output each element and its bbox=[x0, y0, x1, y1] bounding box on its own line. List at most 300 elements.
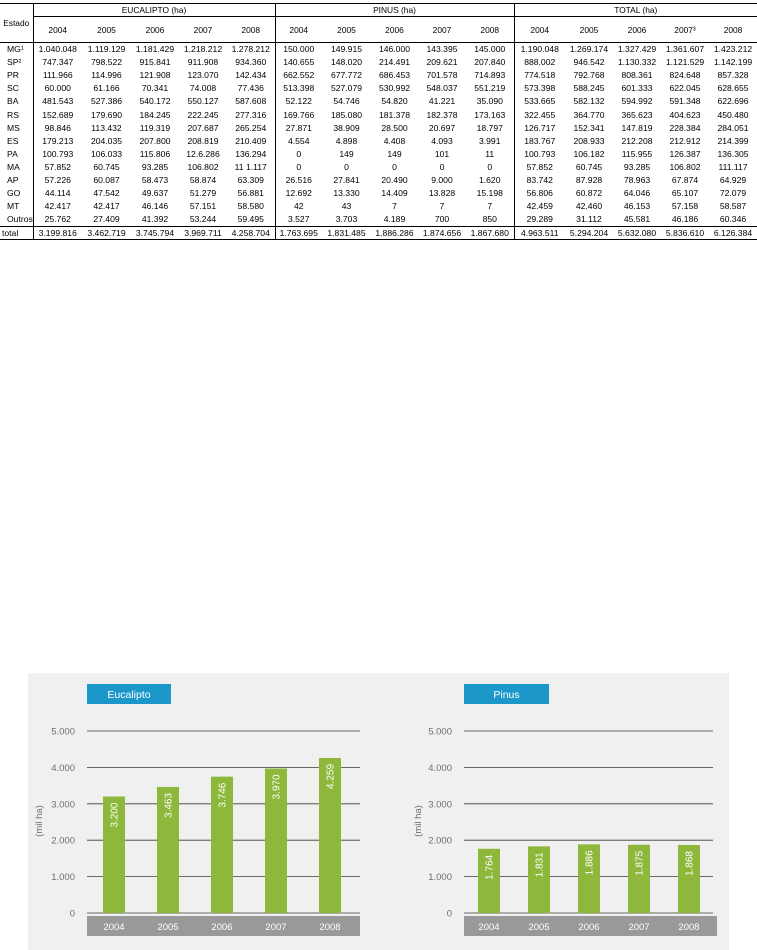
table-row bbox=[0, 82, 757, 95]
x-category-label: 2004 bbox=[478, 922, 500, 933]
table-row bbox=[0, 95, 757, 108]
value-cell: 20.697 bbox=[428, 122, 456, 133]
y-tick-label: 5.000 bbox=[428, 726, 452, 738]
value-cell: 4.189 bbox=[383, 214, 406, 225]
value-cell: 152.341 bbox=[573, 122, 605, 133]
value-cell: 934.360 bbox=[235, 57, 267, 68]
value-cell: 5.294.204 bbox=[565, 227, 613, 240]
bar-value-label: 1.868 bbox=[684, 851, 696, 877]
value-cell: 946.542 bbox=[573, 57, 605, 68]
value-cell: 126.717 bbox=[514, 121, 565, 134]
value-cell: 888.002 bbox=[514, 56, 565, 69]
year-header: 2006 bbox=[131, 17, 179, 43]
state-cell: MA bbox=[7, 161, 20, 172]
value-cell: 106.802 bbox=[669, 161, 701, 172]
value-cell: 60.872 bbox=[575, 188, 603, 199]
value-cell: 111.117 bbox=[718, 161, 748, 172]
value-cell: 72.079 bbox=[719, 188, 747, 199]
table-row bbox=[0, 108, 757, 121]
value-cell: 65.107 bbox=[671, 188, 699, 199]
value-cell: 3.991 bbox=[478, 135, 501, 146]
year-header: 2004 bbox=[33, 17, 82, 43]
value-cell: 588.245 bbox=[573, 83, 605, 94]
table-row bbox=[0, 134, 757, 147]
value-cell: 3.969.711 bbox=[179, 227, 227, 240]
year-header: 2006 bbox=[613, 17, 661, 43]
value-cell: 1.119.129 bbox=[87, 44, 126, 55]
value-cell: 169.766 bbox=[275, 108, 322, 121]
state-cell: AP bbox=[7, 174, 19, 185]
value-cell: 1.620 bbox=[478, 174, 501, 185]
value-cell: 115.806 bbox=[139, 148, 171, 159]
y-tick-label: 4.000 bbox=[428, 762, 452, 774]
value-cell: 185.080 bbox=[330, 109, 363, 120]
year-header: 2007 bbox=[179, 17, 227, 43]
table-row bbox=[0, 160, 757, 173]
value-cell: 677.772 bbox=[330, 70, 363, 81]
value-cell: 52.122 bbox=[275, 95, 322, 108]
year-header: 2005 bbox=[82, 17, 131, 43]
x-category-label: 2005 bbox=[528, 922, 550, 933]
value-cell: 701.578 bbox=[426, 70, 458, 81]
value-cell: 513.398 bbox=[275, 82, 322, 95]
value-cell: 142.434 bbox=[235, 70, 267, 81]
value-cell: 4.963.511 bbox=[514, 227, 565, 240]
state-cell: PR bbox=[7, 70, 19, 81]
bar-value-label: 3.200 bbox=[109, 802, 121, 828]
value-cell: 149 bbox=[339, 148, 354, 159]
value-cell: 14.409 bbox=[381, 188, 408, 199]
value-cell: 1.361.607 bbox=[665, 44, 705, 55]
value-cell: 183.767 bbox=[514, 134, 565, 147]
value-cell: 1.040.048 bbox=[33, 43, 82, 56]
state-cell: Outros bbox=[7, 214, 33, 225]
table-row bbox=[0, 147, 757, 160]
value-cell: 540.172 bbox=[139, 96, 171, 107]
value-cell: 4.554 bbox=[275, 134, 322, 147]
value-cell: 25.762 bbox=[33, 213, 82, 227]
y-tick-label: 3.000 bbox=[428, 799, 452, 811]
value-cell: 1.142.199 bbox=[713, 57, 753, 68]
value-cell: 140.655 bbox=[275, 56, 322, 69]
y-tick-label: 2.000 bbox=[51, 835, 75, 847]
bar-value-label: 3.746 bbox=[217, 782, 229, 808]
state-cell: BA bbox=[7, 96, 19, 107]
value-cell: 87.928 bbox=[575, 174, 603, 185]
table-row bbox=[0, 187, 757, 200]
value-cell: 58.587 bbox=[719, 201, 747, 212]
value-cell: 1.886.286 bbox=[371, 227, 418, 240]
value-cell: 601.333 bbox=[621, 83, 653, 94]
value-cell: 136.305 bbox=[717, 148, 749, 159]
value-cell: 5.836.610 bbox=[661, 227, 709, 240]
value-cell: 209.621 bbox=[426, 57, 458, 68]
x-category-label: 2005 bbox=[157, 922, 179, 933]
value-cell: 41.221 bbox=[428, 96, 456, 107]
value-cell: 43 bbox=[341, 201, 352, 212]
value-cell: 850 bbox=[482, 214, 497, 225]
state-column-header: Estado bbox=[0, 4, 33, 43]
value-cell: 3.703 bbox=[335, 214, 358, 225]
value-cell: 1.423.212 bbox=[713, 44, 753, 55]
state-cell: SC bbox=[7, 83, 19, 94]
value-cell: 93.285 bbox=[623, 161, 651, 172]
value-cell: 662.552 bbox=[275, 69, 322, 82]
y-tick-label: 0 bbox=[446, 908, 452, 920]
value-cell: 58.874 bbox=[189, 174, 217, 185]
charts-panel bbox=[28, 673, 729, 950]
value-cell: 210.409 bbox=[235, 135, 267, 146]
value-cell: 4.898 bbox=[335, 135, 358, 146]
value-cell: 56.806 bbox=[514, 187, 565, 200]
bar-value-label: 1.886 bbox=[584, 850, 596, 876]
x-category-label: 2007 bbox=[265, 922, 287, 933]
year-header: 2005 bbox=[565, 17, 613, 43]
y-tick-label: 1.000 bbox=[428, 872, 452, 884]
x-category-label: 2008 bbox=[319, 922, 341, 933]
value-cell: 12.6.286 bbox=[186, 148, 220, 159]
value-cell: 214.491 bbox=[378, 57, 411, 68]
value-cell: 58.580 bbox=[237, 201, 264, 212]
value-cell: 365.623 bbox=[621, 109, 653, 120]
value-cell: 184.245 bbox=[139, 109, 171, 120]
pinus-group-header: PINUS (ha) bbox=[275, 4, 514, 17]
y-axis-title: (mil ha) bbox=[413, 805, 424, 837]
value-cell: 179.213 bbox=[33, 134, 82, 147]
x-category-label: 2008 bbox=[678, 922, 700, 933]
value-cell: 277.316 bbox=[235, 109, 267, 120]
value-cell: 149.915 bbox=[330, 44, 363, 55]
value-cell: 7 bbox=[439, 201, 445, 212]
value-cell: 1.218.212 bbox=[183, 44, 223, 55]
value-cell: 47.542 bbox=[93, 188, 120, 199]
value-cell: 93.285 bbox=[141, 161, 169, 172]
value-cell: 207.840 bbox=[474, 57, 506, 68]
value-cell: 548.037 bbox=[426, 83, 458, 94]
value-cell: 550.127 bbox=[187, 96, 219, 107]
y-tick-label: 0 bbox=[69, 908, 75, 920]
year-header: 2004 bbox=[275, 17, 322, 43]
value-cell: 591.348 bbox=[669, 96, 701, 107]
value-cell: 3.199.816 bbox=[33, 227, 82, 240]
value-cell: 808.361 bbox=[621, 70, 653, 81]
value-cell: 28.500 bbox=[381, 122, 408, 133]
value-cell: 622.045 bbox=[669, 83, 701, 94]
value-cell: 61.166 bbox=[93, 83, 120, 94]
state-cell: MS bbox=[7, 122, 20, 133]
value-cell: 1.121.529 bbox=[665, 57, 705, 68]
value-cell: 27.409 bbox=[93, 214, 120, 225]
value-cell: 1.190.048 bbox=[514, 43, 565, 56]
value-cell: 13.828 bbox=[428, 188, 456, 199]
value-cell: 0 bbox=[439, 161, 445, 172]
year-header: 2008 bbox=[227, 17, 275, 43]
value-cell: 212.208 bbox=[621, 135, 653, 146]
value-cell: 60.745 bbox=[93, 161, 120, 172]
value-cell: 208.933 bbox=[573, 135, 605, 146]
y-tick-label: 3.000 bbox=[51, 799, 75, 811]
value-cell: 115.955 bbox=[621, 148, 653, 159]
value-cell: 1.269.174 bbox=[569, 44, 609, 55]
value-cell: 42.460 bbox=[575, 201, 603, 212]
value-cell: 0 bbox=[275, 160, 322, 173]
y-tick-label: 5.000 bbox=[51, 726, 75, 738]
pinus-chart-title: Pinus bbox=[493, 689, 520, 701]
value-cell: 57.158 bbox=[671, 201, 699, 212]
value-cell: 26.516 bbox=[275, 173, 322, 186]
value-cell: 51.279 bbox=[189, 188, 217, 199]
value-cell: 126.387 bbox=[669, 148, 701, 159]
value-cell: 4.258.704 bbox=[227, 227, 275, 240]
value-cell: 265.254 bbox=[235, 122, 267, 133]
table-row bbox=[0, 121, 757, 134]
value-cell: 1.327.429 bbox=[617, 44, 657, 55]
value-cell: 27.841 bbox=[333, 174, 360, 185]
value-cell: 622.696 bbox=[717, 96, 749, 107]
value-cell: 59.495 bbox=[237, 214, 264, 225]
value-cell: 179.690 bbox=[90, 109, 123, 120]
value-cell: 123.070 bbox=[187, 70, 219, 81]
value-cell: 212.912 bbox=[669, 135, 701, 146]
value-cell: 774.518 bbox=[514, 69, 565, 82]
year-header: 2008 bbox=[466, 17, 514, 43]
value-cell: 114.996 bbox=[91, 70, 122, 81]
value-cell: 42.417 bbox=[33, 200, 82, 213]
bar-value-label: 1.875 bbox=[634, 850, 646, 876]
value-cell: 27.871 bbox=[275, 121, 322, 134]
value-cell: 714.893 bbox=[474, 70, 506, 81]
value-cell: 1.278.212 bbox=[231, 44, 270, 55]
value-cell: 3.462.719 bbox=[82, 227, 131, 240]
year-header: 2007³ bbox=[661, 17, 709, 43]
value-cell: 450.480 bbox=[717, 109, 749, 120]
year-header-row bbox=[0, 17, 757, 43]
value-cell: 41.392 bbox=[141, 214, 169, 225]
value-cell: 20.490 bbox=[381, 174, 408, 185]
value-cell: 747.347 bbox=[33, 56, 82, 69]
value-cell: 0 bbox=[275, 147, 322, 160]
value-cell: 364.770 bbox=[573, 109, 605, 120]
value-cell: 5.632.080 bbox=[613, 227, 661, 240]
value-cell: 857.328 bbox=[717, 70, 749, 81]
value-cell: 573.398 bbox=[514, 82, 565, 95]
value-cell: 594.992 bbox=[621, 96, 653, 107]
value-cell: 527.079 bbox=[330, 83, 363, 94]
value-cell: 98.846 bbox=[33, 121, 82, 134]
value-cell: 481.543 bbox=[33, 95, 82, 108]
value-cell: 46.146 bbox=[141, 201, 169, 212]
value-cell: 63.309 bbox=[237, 174, 264, 185]
bar-value-label: 3.970 bbox=[271, 774, 283, 800]
value-cell: 7 bbox=[392, 201, 397, 212]
value-cell: 11 bbox=[485, 148, 495, 159]
state-cell: RS bbox=[7, 109, 19, 120]
value-cell: 533.665 bbox=[514, 95, 565, 108]
value-cell: 54.820 bbox=[381, 96, 408, 107]
plantation-area-table bbox=[0, 3, 757, 240]
value-cell: 527.386 bbox=[90, 96, 123, 107]
value-cell: 100.793 bbox=[33, 147, 82, 160]
value-cell: 4.408 bbox=[383, 135, 406, 146]
value-cell: 11 1.117 bbox=[234, 161, 267, 172]
bar-value-label: 4.259 bbox=[325, 763, 337, 790]
value-cell: 12.692 bbox=[275, 187, 322, 200]
x-category-label: 2006 bbox=[211, 922, 233, 933]
value-cell: 792.768 bbox=[573, 70, 605, 81]
state-cell: MT bbox=[7, 201, 20, 212]
value-cell: 143.395 bbox=[426, 44, 458, 55]
y-axis-title: (mil ha) bbox=[34, 805, 45, 837]
value-cell: 54.746 bbox=[333, 96, 360, 107]
state-cell: SP² bbox=[7, 57, 22, 68]
value-cell: 148.020 bbox=[330, 57, 363, 68]
value-cell: 798.522 bbox=[90, 57, 123, 68]
x-category-label: 2007 bbox=[628, 922, 650, 933]
value-cell: 31.112 bbox=[576, 214, 602, 225]
value-cell: 150.000 bbox=[275, 43, 322, 56]
value-cell: 145.000 bbox=[474, 44, 506, 55]
year-header: 2007 bbox=[418, 17, 466, 43]
value-cell: 228.384 bbox=[669, 122, 701, 133]
table-row bbox=[0, 69, 757, 82]
year-header: 2008 bbox=[709, 17, 757, 43]
value-cell: 4.093 bbox=[431, 135, 453, 146]
value-cell: 78.963 bbox=[623, 174, 651, 185]
value-cell: 64.046 bbox=[623, 188, 651, 199]
value-cell: 207.687 bbox=[187, 122, 219, 133]
value-cell: 204.035 bbox=[90, 135, 123, 146]
state-cell: total bbox=[0, 227, 33, 240]
value-cell: 1.867.680 bbox=[466, 227, 514, 240]
value-cell: 100.793 bbox=[514, 147, 565, 160]
value-cell: 911.908 bbox=[187, 57, 219, 68]
value-cell: 42.459 bbox=[514, 200, 565, 213]
value-cell: 3.527 bbox=[275, 213, 322, 227]
eucalipto-chart bbox=[28, 673, 378, 950]
bar-value-label: 1.831 bbox=[534, 852, 546, 878]
value-cell: 15.198 bbox=[476, 188, 503, 199]
y-tick-label: 1.000 bbox=[51, 872, 75, 884]
value-cell: 106.182 bbox=[573, 148, 605, 159]
value-cell: 322.455 bbox=[514, 108, 565, 121]
value-cell: 9.000 bbox=[431, 174, 453, 185]
value-cell: 551.219 bbox=[474, 83, 506, 94]
value-cell: 530.992 bbox=[378, 83, 411, 94]
eucalipto-chart-title: Eucalipto bbox=[107, 689, 151, 701]
value-cell: 628.655 bbox=[717, 83, 749, 94]
value-cell: 70.341 bbox=[141, 83, 169, 94]
value-cell: 57.226 bbox=[33, 173, 82, 186]
value-cell: 45.581 bbox=[623, 214, 651, 225]
value-cell: 207.800 bbox=[139, 135, 171, 146]
value-cell: 1.181.429 bbox=[135, 44, 175, 55]
value-cell: 101 bbox=[434, 148, 450, 159]
value-cell: 152.689 bbox=[33, 108, 82, 121]
year-header: 2004 bbox=[514, 17, 565, 43]
value-cell: 60.000 bbox=[33, 82, 82, 95]
table-row bbox=[0, 173, 757, 186]
value-cell: 915.841 bbox=[139, 57, 171, 68]
value-cell: 67.874 bbox=[671, 174, 699, 185]
value-cell: 58.473 bbox=[141, 174, 169, 185]
value-cell: 7 bbox=[487, 201, 493, 212]
value-cell: 53.244 bbox=[189, 214, 217, 225]
x-category-label: 2004 bbox=[103, 922, 125, 933]
value-cell: 64.929 bbox=[719, 174, 747, 185]
value-cell: 60.346 bbox=[719, 214, 747, 225]
value-cell: 29.289 bbox=[514, 213, 565, 227]
value-cell: 149 bbox=[387, 148, 402, 159]
state-cell: MG¹ bbox=[7, 44, 24, 55]
total-group-header: TOTAL (ha) bbox=[514, 4, 757, 17]
table-row bbox=[0, 213, 757, 227]
value-cell: 60.087 bbox=[93, 174, 120, 185]
pinus-chart bbox=[378, 673, 729, 950]
value-cell: 44.114 bbox=[33, 187, 82, 200]
value-cell: 106.033 bbox=[90, 148, 123, 159]
value-cell: 57.151 bbox=[189, 201, 217, 212]
table-row bbox=[0, 200, 757, 213]
value-cell: 214.399 bbox=[717, 135, 749, 146]
value-cell: 42 bbox=[275, 200, 322, 213]
value-cell: 111.966 bbox=[33, 69, 82, 82]
value-cell: 700 bbox=[434, 214, 450, 225]
value-cell: 136.294 bbox=[235, 148, 267, 159]
value-cell: 1.130.332 bbox=[617, 57, 657, 68]
value-cell: 0 bbox=[487, 161, 493, 172]
y-tick-label: 4.000 bbox=[51, 762, 75, 774]
value-cell: 3.745.794 bbox=[131, 227, 179, 240]
value-cell: 83.742 bbox=[514, 173, 565, 186]
value-cell: 119.319 bbox=[139, 122, 171, 133]
y-tick-label: 2.000 bbox=[428, 835, 452, 847]
value-cell: 6.126.384 bbox=[709, 227, 757, 240]
value-cell: 181.378 bbox=[378, 109, 411, 120]
value-cell: 0 bbox=[344, 161, 349, 172]
value-cell: 182.378 bbox=[426, 109, 458, 120]
value-cell: 38.909 bbox=[333, 122, 360, 133]
value-cell: 18.797 bbox=[476, 122, 503, 133]
bar-value-label: 1.764 bbox=[484, 854, 496, 880]
value-cell: 46.186 bbox=[671, 214, 699, 225]
value-cell: 587.608 bbox=[235, 96, 267, 107]
value-cell: 106.802 bbox=[187, 161, 219, 172]
total-row bbox=[0, 227, 757, 240]
value-cell: 57.852 bbox=[33, 160, 82, 173]
value-cell: 824.648 bbox=[669, 70, 701, 81]
value-cell: 77.436 bbox=[237, 83, 264, 94]
bar-value-label: 3.463 bbox=[163, 792, 175, 818]
value-cell: 35.090 bbox=[476, 96, 503, 107]
table-row bbox=[0, 43, 757, 56]
value-cell: 404.623 bbox=[669, 109, 701, 120]
value-cell: 686.453 bbox=[378, 70, 411, 81]
value-cell: 113.432 bbox=[91, 122, 122, 133]
value-cell: 56.881 bbox=[237, 188, 264, 199]
value-cell: 208.819 bbox=[187, 135, 219, 146]
value-cell: 121.908 bbox=[139, 70, 171, 81]
value-cell: 49.637 bbox=[141, 188, 169, 199]
value-cell: 13.330 bbox=[333, 188, 360, 199]
state-cell: ES bbox=[7, 135, 19, 146]
value-cell: 146.000 bbox=[378, 44, 411, 55]
year-header: 2006 bbox=[371, 17, 418, 43]
value-cell: 1.831.485 bbox=[322, 227, 371, 240]
group-header-row bbox=[0, 4, 757, 17]
value-cell: 1.763.695 bbox=[275, 227, 322, 240]
value-cell: 582.132 bbox=[573, 96, 605, 107]
eucalipto-group-header: EUCALIPTO (ha) bbox=[33, 4, 275, 17]
